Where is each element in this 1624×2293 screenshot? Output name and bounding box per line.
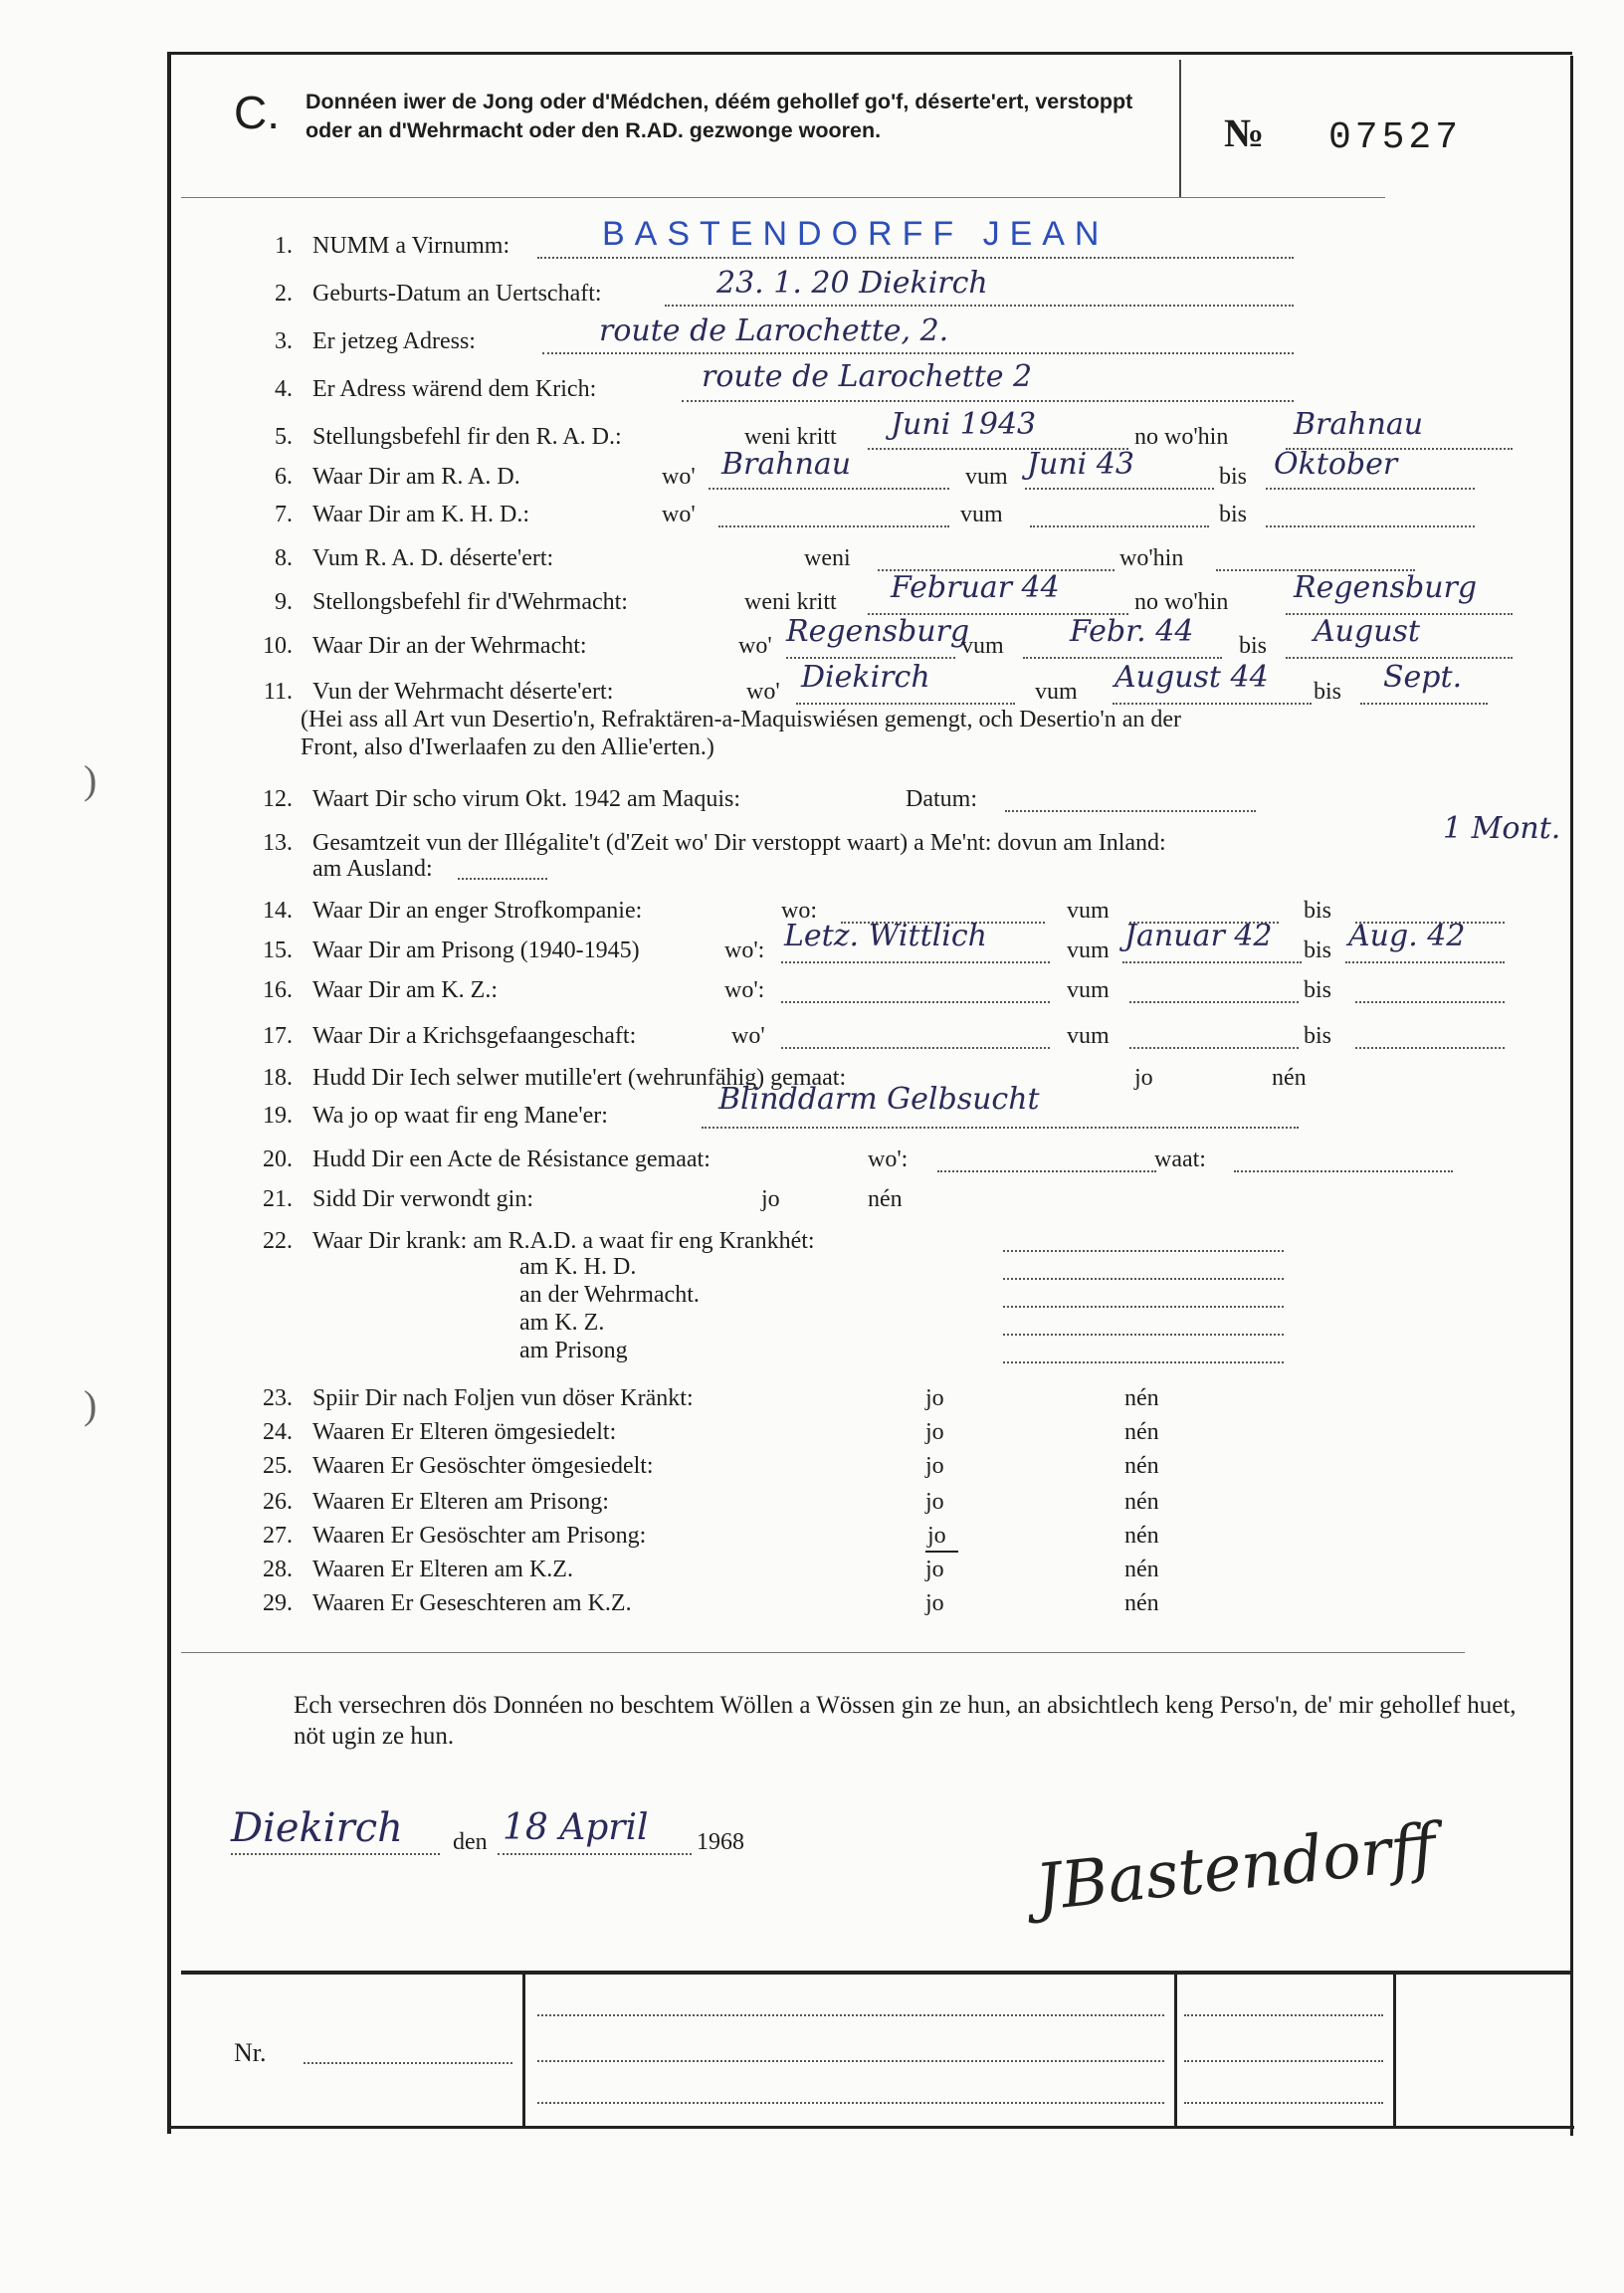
fill-line xyxy=(1129,1001,1299,1003)
form-row-14: 14. Waar Dir an enger Strofkompanie: xyxy=(263,898,643,924)
fill-line xyxy=(781,1047,1050,1049)
field-label: bis xyxy=(1304,938,1332,963)
form-row-18: 18. Hudd Dir Iech selwer mutille'ert (wehrunfähig) gemaat: xyxy=(263,1065,847,1091)
field-label: vum xyxy=(1067,977,1110,1003)
form-row-19: 19. Wa jo op waat fir eng Mane'er: xyxy=(263,1103,608,1129)
punch-hole-mark: ) xyxy=(84,1382,98,1427)
fill-line xyxy=(1360,703,1488,705)
field-label: wo': xyxy=(724,938,765,963)
fill-line xyxy=(1030,525,1209,527)
row-11-note-line2: Front, also d'Iwerlaafen zu den Allie'erten.) xyxy=(301,734,714,760)
form-row-10: 10. Waar Dir an der Wehrmacht: xyxy=(263,633,587,659)
option-yes: jo xyxy=(1134,1065,1153,1091)
option-yes: jo xyxy=(925,1385,944,1411)
option-yes: jo xyxy=(925,1453,944,1479)
answer: Letz. Wittlich xyxy=(784,919,987,953)
fill-line xyxy=(1023,657,1222,659)
fill-line xyxy=(231,1853,440,1855)
form-row-3: 3. Er jetzeg Adress: xyxy=(275,328,476,354)
declaration-text: Ech versechren dös Donnéen no beschtem Wöllen a Wössen gin ze hun, an absichtlech keng Perso'n, de' mir gehollef huet, nöt ugin ze hun. xyxy=(294,1692,1517,1750)
fill-line xyxy=(537,2014,1164,2016)
field-label: bis xyxy=(1314,679,1342,705)
option-no: nén xyxy=(868,1186,903,1212)
field-label: vum xyxy=(961,633,1004,659)
form-row-20: 20. Hudd Dir een Acte de Résistance gemaat: xyxy=(263,1146,710,1172)
field-label: wo: xyxy=(781,898,817,924)
form-row-7: 7. Waar Dir am K. H. D.: xyxy=(275,502,530,527)
place-handwritten: Diekirch xyxy=(231,1805,403,1851)
option-no: nén xyxy=(1124,1419,1159,1445)
option-no: nén xyxy=(1124,1489,1159,1515)
fill-line xyxy=(537,257,1294,259)
form-row-16: 16. Waar Dir am K. Z.: xyxy=(263,977,498,1003)
field-label: weni kritt xyxy=(744,424,837,450)
number-symbol: № xyxy=(1224,110,1265,155)
form-row-21: 21. Sidd Dir verwondt gin: xyxy=(263,1186,533,1212)
field-label: wo' xyxy=(746,679,780,705)
answer: Juni 43 xyxy=(1027,447,1134,482)
signature: JBastendorff xyxy=(1032,1810,1440,1926)
field-label: wo' xyxy=(731,1023,765,1049)
fill-line xyxy=(781,1001,1050,1003)
field-label: bis xyxy=(1304,977,1332,1003)
fill-line xyxy=(796,703,1015,705)
fill-line xyxy=(458,878,547,880)
form-number: 07527 xyxy=(1328,116,1463,159)
form-row-13: 13. Gesamtzeit vun der Illégalite't (d'Zeit wo' Dir verstoppt waart) a Me'nt: dovun am Inland: xyxy=(263,830,1166,856)
row-11-note-line1: (Hei ass all Art vun Desertio'n, Refraktären-a-Maquiswiésen gemengt, och Desertio'n an der xyxy=(301,707,1182,732)
field-label: bis xyxy=(1219,464,1248,490)
fill-line xyxy=(1266,488,1475,490)
form-row-26: 26. Waaren Er Elteren am Prisong: xyxy=(263,1489,609,1515)
row-number: 1. xyxy=(275,233,293,259)
frame-top-rule xyxy=(167,52,1572,55)
field-label: vum xyxy=(1067,898,1110,924)
answer-name: BASTENDORFF JEAN xyxy=(602,215,1110,253)
answer: Regensburg xyxy=(786,614,970,649)
fill-line xyxy=(1003,1361,1284,1363)
answer-inland: 1 Mont. xyxy=(1443,811,1561,846)
form-row-15: 15. Waar Dir am Prisong (1940-1945) xyxy=(263,938,640,963)
footer-box-divider xyxy=(1174,1973,1177,2128)
section-rule xyxy=(181,1652,1465,1653)
footer-box-divider xyxy=(1393,1973,1396,2128)
form-row-6: 6. Waar Dir am R. A. D. xyxy=(275,464,520,490)
fill-line xyxy=(1005,810,1256,812)
answer: August xyxy=(1314,614,1420,649)
fill-line xyxy=(1355,1001,1505,1003)
fill-line xyxy=(786,657,955,659)
field-label: no wo'hin xyxy=(1134,589,1229,615)
field-label: wo': xyxy=(724,977,765,1003)
fill-line xyxy=(1129,1047,1299,1049)
form-row-4: 4. Er Adress wärend dem Krich: xyxy=(275,376,597,402)
fill-line xyxy=(1234,1170,1453,1172)
field-label: vum xyxy=(1067,938,1110,963)
sub-label: am Prisong xyxy=(519,1338,628,1363)
field-label: wo': xyxy=(868,1146,909,1172)
fill-line xyxy=(498,1853,692,1855)
fill-line xyxy=(682,400,1294,402)
field-label: wo' xyxy=(738,633,772,659)
field-label: vum xyxy=(965,464,1008,490)
fill-line xyxy=(781,961,1050,963)
answer: Aug. 42 xyxy=(1348,919,1466,953)
form-row-27: 27. Waaren Er Gesöschter am Prisong: xyxy=(263,1523,647,1549)
option-yes: jo xyxy=(925,1419,944,1445)
fill-line xyxy=(1184,2060,1383,2062)
footer-box-divider xyxy=(522,1973,525,2128)
answer-address: route de Larochette, 2. xyxy=(599,313,949,348)
form-row-25: 25. Waaren Er Gesöschter ömgesiedelt: xyxy=(263,1453,654,1479)
frame-left-rule xyxy=(167,52,171,2134)
field-label: vum xyxy=(1067,1023,1110,1049)
field-label: vum xyxy=(1035,679,1078,705)
fill-line xyxy=(537,2060,1164,2062)
row-13-abroad-label: am Ausland: xyxy=(312,856,433,882)
fill-line xyxy=(1003,1334,1284,1336)
field-label: vum xyxy=(960,502,1003,527)
fill-line xyxy=(542,352,1294,354)
form-row-23: 23. Spiir Dir nach Foljen vun döser Kränkt: xyxy=(263,1385,694,1411)
field-label: weni kritt xyxy=(744,589,837,615)
fill-line xyxy=(718,525,949,527)
date-handwritten: 18 April xyxy=(503,1807,649,1848)
option-no: nén xyxy=(1124,1523,1159,1549)
answer-war-address: route de Larochette 2 xyxy=(702,359,1033,394)
fill-line xyxy=(1355,1047,1505,1049)
option-no: nén xyxy=(1124,1557,1159,1582)
fill-line xyxy=(1266,525,1475,527)
option-yes: jo xyxy=(925,1590,944,1616)
answer: Januar 42 xyxy=(1124,919,1273,953)
answer: Febr. 44 xyxy=(1070,614,1194,649)
footer-box-top xyxy=(181,1971,1570,1975)
field-label: no wo'hin xyxy=(1134,424,1229,450)
form-row-24: 24. Waaren Er Elteren ömgesiedelt: xyxy=(263,1419,617,1445)
option-no: nén xyxy=(1272,1065,1307,1091)
fill-line xyxy=(709,488,949,490)
footer-box-bottom xyxy=(169,2126,1574,2129)
option-no: nén xyxy=(1124,1590,1159,1616)
field-label: bis xyxy=(1239,633,1268,659)
form-title: Donnéen iwer de Jong oder d'Médchen, déém gehollef go'f, déserte'ert, verstoppt oder an d'Wehrmacht oder den R.AD. gezwonge wooren. xyxy=(305,90,1133,142)
fill-line xyxy=(1122,961,1302,963)
fill-line xyxy=(1286,657,1513,659)
answer: August 44 xyxy=(1115,660,1269,695)
form-row-9: 9. Stellongsbefehl fir d'Wehrmacht: xyxy=(275,589,628,615)
field-label: wo' xyxy=(662,464,696,490)
fill-line xyxy=(1025,488,1214,490)
option-yes: jo xyxy=(925,1489,944,1515)
form-row-28: 28. Waaren Er Elteren am K.Z. xyxy=(263,1557,573,1582)
field-label: wo'hin xyxy=(1119,545,1184,571)
fill-line xyxy=(1003,1306,1284,1308)
option-no: nén xyxy=(1124,1385,1159,1411)
answer: Regensburg xyxy=(1294,570,1478,605)
fill-line xyxy=(1184,2102,1383,2104)
answer: Diekirch xyxy=(801,660,930,695)
fill-line xyxy=(702,1127,1299,1129)
answer: Februar 44 xyxy=(891,570,1060,605)
section-letter: C. xyxy=(234,87,280,138)
form-row-5: 5. Stellungsbefehl fir den R. A. D.: xyxy=(275,424,622,450)
punch-hole-mark: ) xyxy=(84,757,98,802)
answer-rad-date: Juni 1943 xyxy=(891,407,1037,442)
fill-line xyxy=(1003,1250,1284,1252)
field-label: bis xyxy=(1219,502,1248,527)
field-label: waat: xyxy=(1154,1146,1206,1172)
field-label: bis xyxy=(1304,1023,1332,1049)
year-label: 1968 xyxy=(697,1829,744,1855)
option-no: nén xyxy=(1124,1453,1159,1479)
fill-line xyxy=(537,2102,1164,2104)
header-divider xyxy=(1179,60,1181,197)
field-label: weni xyxy=(804,545,851,571)
fill-line xyxy=(665,305,1294,307)
answer-manner: Blinddarm Gelbsucht xyxy=(718,1082,1040,1117)
sub-label: am K. H. D. xyxy=(519,1254,637,1280)
fill-line xyxy=(304,2062,512,2064)
form-row-12: 12. Waart Dir scho virum Okt. 1942 am Maquis: xyxy=(263,786,740,812)
form-row-1 xyxy=(241,231,509,261)
fill-line xyxy=(1184,2014,1383,2016)
form-row-11: 11. Vun der Wehrmacht déserte'ert: xyxy=(263,679,614,705)
nr-label: Nr. xyxy=(234,2038,267,2067)
field-label: wo' xyxy=(662,502,696,527)
option-yes-underlined: jo xyxy=(925,1521,958,1553)
header-rule xyxy=(181,197,1385,198)
fill-line xyxy=(1113,703,1312,705)
row-label: NUMM a Virnumm: xyxy=(312,233,510,259)
answer: Oktober xyxy=(1274,447,1398,482)
answer: Brahnau xyxy=(721,447,852,482)
sub-label: am K. Z. xyxy=(519,1310,605,1336)
fill-line xyxy=(1345,961,1505,963)
form-row-17: 17. Waar Dir a Krichsgefaangeschaft: xyxy=(263,1023,637,1049)
option-yes: jo xyxy=(761,1186,780,1212)
fill-line xyxy=(1003,1278,1284,1280)
field-label: Datum: xyxy=(906,786,977,812)
sub-label: an der Wehrmacht. xyxy=(519,1282,700,1308)
answer-rad-place: Brahnau xyxy=(1294,407,1424,442)
den-label: den xyxy=(453,1829,488,1855)
field-label: bis xyxy=(1304,898,1332,924)
form-row-2: 2. Geburts-Datum an Uertschaft: xyxy=(275,281,602,307)
form-row-22: 22. Waar Dir krank: am R.A.D. a waat fir eng Krankhét: xyxy=(263,1228,815,1254)
answer: Sept. xyxy=(1383,660,1463,695)
answer-birth: 23. 1. 20 Diekirch xyxy=(716,266,988,301)
form-row-29: 29. Waaren Er Geseschteren am K.Z. xyxy=(263,1590,632,1616)
frame-right-rule xyxy=(1570,56,1573,2136)
option-yes: jo xyxy=(925,1557,944,1582)
form-row-8: 8. Vum R. A. D. déserte'ert: xyxy=(275,545,554,571)
fill-line xyxy=(937,1170,1156,1172)
